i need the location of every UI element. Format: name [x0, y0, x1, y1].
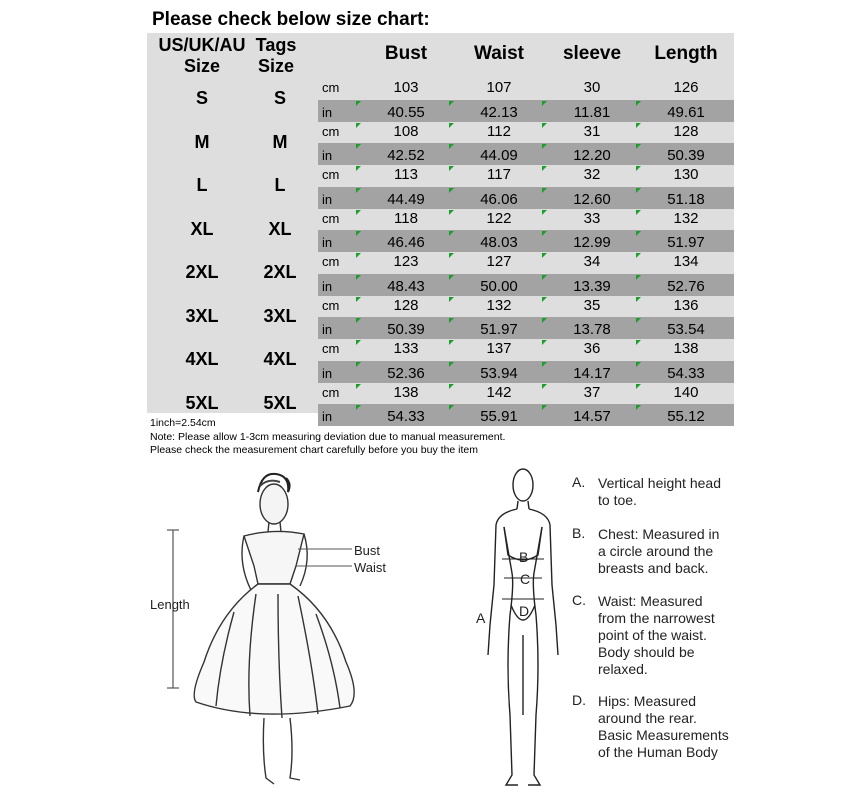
- cell-value: 137: [486, 340, 512, 357]
- cell-marker: [449, 144, 454, 149]
- cell-value: 53.54: [667, 321, 705, 339]
- header-bust: Bust: [384, 43, 428, 64]
- cell-marker: [356, 253, 361, 258]
- cell-value: 54.33: [667, 364, 705, 382]
- unit-label: cm: [322, 254, 340, 269]
- cell-marker: [542, 405, 547, 410]
- cell-value: 113: [394, 166, 418, 183]
- unit-label: in: [322, 322, 333, 338]
- cell-value: 127: [486, 253, 512, 270]
- cell-marker: [542, 318, 547, 323]
- size-row-cm: [318, 296, 734, 318]
- desc-line: Basic Measurements: [598, 727, 729, 743]
- cell-value: 44.09: [480, 147, 518, 165]
- cell-marker: [356, 384, 361, 389]
- cell-value: 49.61: [667, 103, 705, 121]
- desc-letter: C.: [572, 592, 586, 608]
- cell-value: 33: [583, 209, 601, 227]
- cell-value: 36: [583, 340, 601, 357]
- header-tags-line1: Tags: [255, 35, 297, 55]
- cell-marker: [449, 231, 454, 236]
- unit-label: in: [322, 278, 333, 294]
- cell-marker: [636, 253, 641, 258]
- body-letter-a: A: [476, 610, 486, 626]
- header-us-size: [152, 35, 252, 77]
- unit-label: cm: [322, 384, 340, 400]
- size-row-cm: [318, 339, 734, 361]
- cell-marker: [542, 123, 547, 128]
- cell-marker: [636, 101, 641, 106]
- tag-size-label: XL: [268, 218, 292, 239]
- desc-line: Hips: Measured: [598, 693, 697, 709]
- cell-marker: [636, 318, 641, 323]
- us-size-label: 5XL: [185, 392, 219, 413]
- cell-value: 130: [673, 166, 699, 183]
- size-row-in: [318, 274, 734, 296]
- cell-marker: [636, 210, 641, 215]
- desc-letter: D.: [572, 692, 586, 708]
- cell-value: 11.81: [573, 103, 611, 121]
- cell-value: 13.39: [573, 277, 611, 295]
- cell-marker: [356, 231, 361, 236]
- cell-value: 132: [486, 296, 512, 314]
- cell-marker: [542, 101, 547, 106]
- cell-value: 51.18: [667, 190, 705, 208]
- cell-value: 42.13: [480, 103, 518, 121]
- cell-marker: [449, 362, 454, 367]
- cell-value: 14.17: [573, 364, 611, 382]
- desc-line: Chest: Measured in: [598, 526, 720, 542]
- size-row-cm: [318, 383, 734, 405]
- us-size-label: M: [194, 131, 210, 152]
- unit-label: cm: [322, 210, 340, 226]
- header-us-size-line1: US/UK/AU: [158, 35, 246, 55]
- cell-value: 122: [486, 209, 512, 227]
- cell-marker: [356, 101, 361, 106]
- cell-marker: [636, 362, 641, 367]
- size-row-in: [318, 100, 734, 122]
- tag-size-label: 2XL: [263, 262, 297, 282]
- cell-marker: [542, 297, 547, 302]
- cell-value: 48.43: [387, 277, 425, 295]
- cell-value: 12.99: [573, 234, 611, 252]
- cell-marker: [636, 123, 641, 128]
- cell-value: 117: [487, 166, 511, 183]
- cell-value: 140: [673, 383, 699, 401]
- cell-marker: [542, 340, 547, 345]
- cell-marker: [542, 144, 547, 149]
- desc-line: breasts and back.: [598, 560, 709, 576]
- cell-value: 44.49: [387, 190, 425, 208]
- dress-bust-label: Bust: [354, 543, 381, 558]
- cell-marker: [449, 340, 454, 345]
- body-letter-d: D: [519, 603, 530, 619]
- tag-size-label: 3XL: [263, 305, 297, 326]
- cell-value: 48.03: [480, 234, 518, 252]
- unit-label: in: [322, 235, 333, 251]
- cell-value: 107: [486, 79, 512, 96]
- cell-marker: [356, 405, 361, 410]
- page-title: Please check below size chart:: [152, 9, 430, 30]
- cell-marker: [449, 123, 454, 128]
- cell-value: 55.12: [667, 408, 705, 426]
- us-size-label: L: [196, 175, 208, 195]
- us-size-label: S: [195, 88, 208, 108]
- cell-value: 112: [487, 122, 511, 140]
- cell-value: 50.00: [480, 277, 518, 295]
- cell-value: 30: [583, 79, 601, 96]
- cell-value: 128: [393, 296, 419, 314]
- size-row-cm: [318, 122, 734, 144]
- body-letter-b: B: [519, 549, 529, 565]
- unit-label: in: [322, 365, 333, 381]
- cell-marker: [356, 297, 361, 302]
- cell-value: 53.94: [480, 364, 518, 382]
- cell-marker: [542, 188, 547, 193]
- cell-marker: [636, 405, 641, 410]
- size-row-cm: [318, 165, 734, 187]
- cell-value: 52.36: [387, 364, 425, 382]
- size-row-in: [318, 143, 734, 165]
- cell-marker: [449, 405, 454, 410]
- header-waist: Waist: [474, 43, 524, 64]
- cell-value: 108: [393, 122, 419, 140]
- cell-value: 40.55: [387, 103, 425, 121]
- us-size-label: 3XL: [185, 305, 219, 326]
- cell-value: 55.91: [480, 408, 518, 426]
- cell-value: 136: [673, 296, 699, 314]
- cell-marker: [542, 210, 547, 215]
- cell-marker: [449, 384, 454, 389]
- size-row-cm: [318, 78, 734, 100]
- cell-value: 134: [673, 253, 699, 270]
- cell-value: 126: [673, 79, 699, 96]
- cell-value: 14.57: [573, 408, 611, 426]
- size-row-in: [318, 187, 734, 209]
- cell-value: 138: [393, 383, 419, 401]
- cell-marker: [356, 340, 361, 345]
- cell-marker: [636, 231, 641, 236]
- size-row-in: [318, 361, 734, 383]
- cell-marker: [636, 166, 641, 171]
- dress-length-label: Length: [150, 597, 190, 612]
- header-length: Length: [654, 43, 718, 64]
- desc-line: around the rear.: [598, 710, 697, 726]
- unit-label: cm: [322, 80, 340, 95]
- note-deviation: Note: Please allow 1-3cm measuring deviation due to manual measurement.: [150, 430, 506, 443]
- cell-marker: [636, 188, 641, 193]
- unit-label: in: [322, 104, 333, 120]
- cell-value: 103: [393, 79, 419, 96]
- cell-marker: [449, 297, 454, 302]
- cell-value: 133: [393, 340, 419, 357]
- cell-marker: [542, 166, 547, 171]
- cell-value: 46.06: [480, 190, 518, 208]
- size-row-cm: [318, 209, 734, 231]
- cell-marker: [449, 166, 454, 171]
- us-size-label: 4XL: [185, 349, 219, 369]
- cell-marker: [356, 188, 361, 193]
- desc-letter: B.: [572, 525, 586, 541]
- tag-size-label: 4XL: [263, 349, 297, 369]
- cell-marker: [449, 210, 454, 215]
- cell-marker: [636, 275, 641, 280]
- cell-marker: [542, 253, 547, 258]
- cell-marker: [449, 318, 454, 323]
- unit-label: in: [322, 409, 333, 425]
- cell-marker: [636, 340, 641, 345]
- cell-value: 138: [673, 340, 699, 357]
- us-size-label: 2XL: [185, 262, 219, 282]
- cell-value: 54.33: [387, 408, 425, 426]
- cell-value: 51.97: [480, 321, 518, 339]
- cell-value: 32: [583, 166, 601, 183]
- body-illustration: [478, 465, 568, 795]
- notes: [150, 417, 505, 458]
- cell-marker: [449, 253, 454, 258]
- cell-marker: [356, 275, 361, 280]
- cell-value: 13.78: [573, 321, 611, 339]
- cell-value: 142: [486, 383, 512, 401]
- cell-marker: [449, 188, 454, 193]
- cell-value: 50.39: [387, 321, 425, 339]
- cell-value: 50.39: [667, 147, 705, 165]
- desc-line: a circle around the: [598, 543, 714, 559]
- note-check: Please check the measurement chart carefully before you buy the item: [150, 444, 479, 456]
- cell-marker: [356, 144, 361, 149]
- note-inch: 1inch=2.54cm: [150, 417, 216, 429]
- cell-marker: [542, 275, 547, 280]
- cell-marker: [636, 144, 641, 149]
- unit-label: in: [322, 191, 333, 207]
- desc-line: from the narrowest: [598, 610, 715, 626]
- unit-label: in: [322, 148, 333, 164]
- cell-marker: [356, 362, 361, 367]
- unit-label: cm: [322, 341, 340, 356]
- dress-illustration: [150, 462, 420, 792]
- desc-line: Body should be: [598, 644, 695, 660]
- cell-value: 118: [394, 209, 418, 227]
- dress-waist-label: Waist: [354, 560, 387, 575]
- desc-line: to toe.: [598, 492, 637, 508]
- cell-marker: [449, 275, 454, 280]
- desc-line: point of the waist.: [598, 627, 707, 643]
- cell-value: 12.60: [573, 190, 611, 208]
- cell-value: 51.97: [667, 234, 705, 252]
- size-row-in: [318, 230, 734, 252]
- cell-value: 37: [583, 383, 601, 401]
- unit-label: cm: [322, 167, 340, 182]
- cell-value: 46.46: [387, 234, 425, 252]
- size-row-in: [318, 317, 734, 339]
- cell-marker: [356, 166, 361, 171]
- cell-marker: [542, 231, 547, 236]
- cell-marker: [542, 362, 547, 367]
- desc-line: relaxed.: [598, 661, 648, 677]
- size-row-cm: [318, 252, 734, 274]
- cell-value: 123: [393, 253, 419, 270]
- cell-marker: [636, 297, 641, 302]
- header-tags-line2: Size: [257, 56, 295, 76]
- body-letter-c: C: [520, 571, 531, 587]
- cell-marker: [449, 101, 454, 106]
- header-tags-size: [250, 35, 302, 77]
- cell-value: 35: [583, 296, 601, 314]
- unit-label: cm: [322, 123, 340, 139]
- cell-value: 34: [583, 253, 601, 270]
- cell-marker: [636, 384, 641, 389]
- tag-size-label: S: [273, 88, 286, 108]
- unit-label: cm: [322, 297, 340, 313]
- desc-line: of the Human Body: [598, 744, 718, 760]
- cell-marker: [356, 210, 361, 215]
- desc-line: Waist: Measured: [598, 593, 703, 609]
- tag-size-label: M: [272, 131, 288, 152]
- us-size-label: XL: [190, 218, 214, 239]
- cell-value: 128: [673, 122, 699, 140]
- cell-value: 52.76: [667, 277, 705, 295]
- cell-value: 31: [583, 122, 601, 140]
- header-us-size-line2: Size: [183, 56, 221, 76]
- cell-value: 42.52: [387, 147, 425, 165]
- cell-value: 132: [673, 209, 699, 227]
- header-sleeve: sleeve: [562, 43, 622, 64]
- desc-line: Vertical height head: [598, 475, 721, 491]
- cell-marker: [356, 123, 361, 128]
- desc-letter: A.: [572, 474, 586, 490]
- cell-marker: [542, 384, 547, 389]
- tag-size-label: L: [274, 175, 286, 195]
- cell-value: 12.20: [573, 147, 611, 165]
- cell-marker: [356, 318, 361, 323]
- tag-size-label: 5XL: [263, 392, 297, 413]
